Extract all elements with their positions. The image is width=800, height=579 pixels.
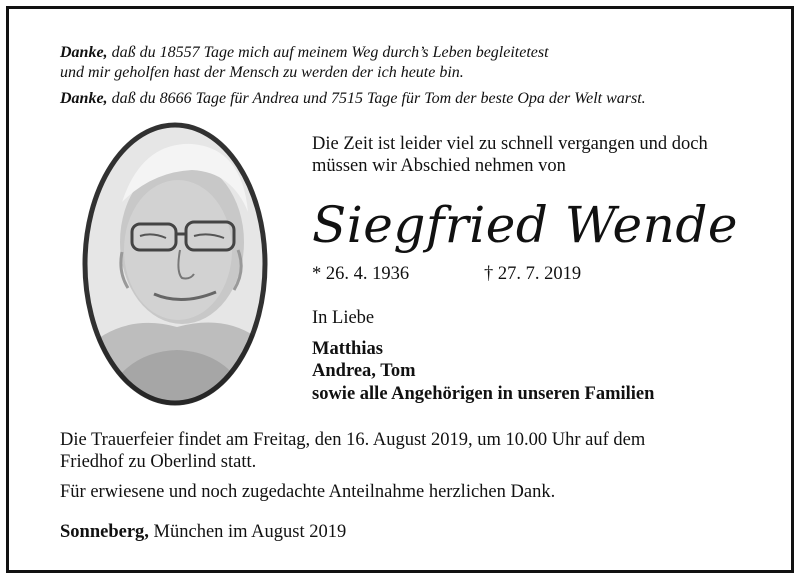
mourner-line-1: Matthias [312, 339, 383, 359]
death-date: † 27. 7. 2019 [484, 264, 582, 284]
mourner-line-3: sowie alle Angehörigen in unseren Familien [312, 384, 655, 404]
gratitude-text: Für erwiesene und noch zugedachte Anteilnahme herzlichen Dank. [60, 482, 556, 502]
thanks-text: daß du 8666 Tage für Andrea und 7515 Tage für Tom der beste Opa der Welt warst. [107, 90, 646, 107]
intro-line-2: müssen wir Abschied nehmen von [312, 156, 566, 176]
birth-date: * 26. 4. 1936 [312, 264, 410, 284]
portrait-photo [82, 122, 268, 406]
thanks-line-3 [60, 90, 646, 108]
place-date: München im August 2019 [148, 522, 347, 542]
funeral-line-2: Friedhof zu Oberlind statt. [60, 452, 257, 472]
in-love-label: In Liebe [312, 308, 375, 328]
thanks-text: daß du 18557 Tage mich auf meinem Weg durch’s Leben begleitetest [107, 44, 549, 61]
deceased-name: Siegfried Wende [312, 196, 738, 254]
place-name: Sonneberg, [60, 522, 149, 542]
mourner-line-2: Andrea, Tom [312, 361, 416, 381]
place-date-line [60, 522, 346, 543]
thanks-line-1 [60, 44, 549, 62]
thanks-line-2: und mir geholfen hast der Mensch zu werden der ich heute bin. [60, 64, 464, 81]
thanks-word: Danke, [60, 90, 108, 107]
intro-line-1: Die Zeit ist leider viel zu schnell vergangen und doch [312, 134, 708, 154]
thanks-word: Danke, [60, 44, 108, 61]
funeral-line-1: Die Trauerfeier findet am Freitag, den 16. August 2019, um 10.00 Uhr auf dem [60, 430, 646, 450]
